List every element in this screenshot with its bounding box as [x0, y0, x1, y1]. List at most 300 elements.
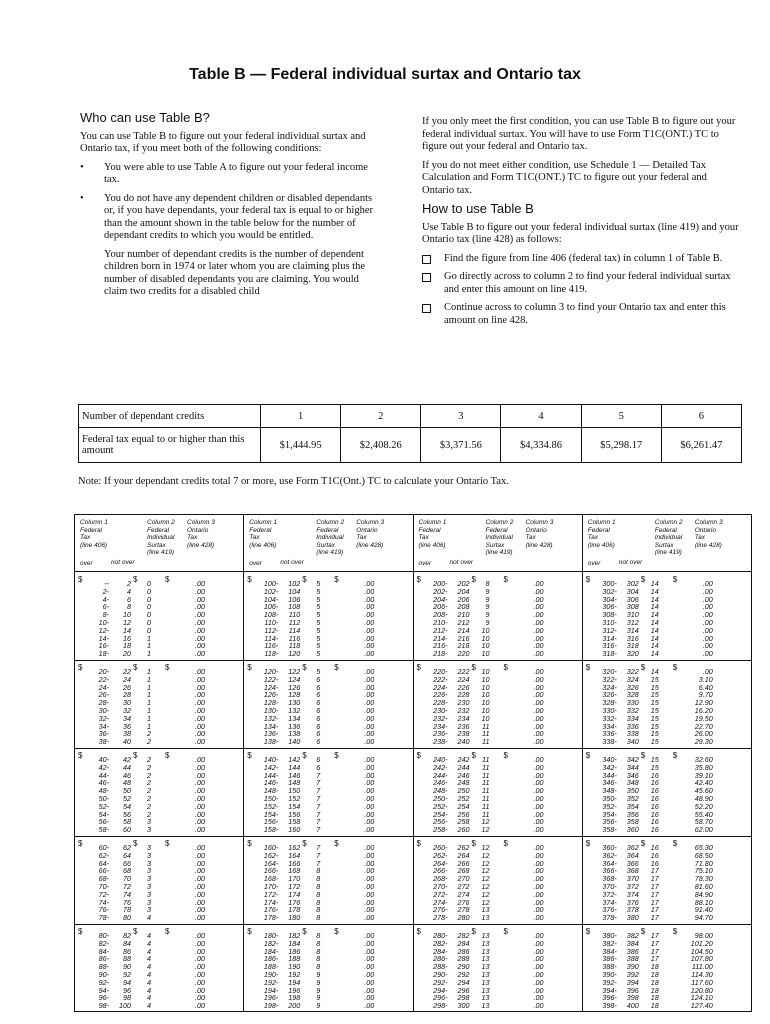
ontario-tax: .00 — [195, 633, 205, 643]
dollar-sign: $ — [165, 839, 170, 848]
ontario-tax: .00 — [533, 594, 544, 604]
federal-tax-not-over: 296 — [457, 985, 470, 995]
column-heading-line: Federal — [654, 526, 677, 534]
federal-surtax: 10 — [481, 713, 490, 723]
table-row — [414, 650, 582, 658]
column-heading-line: Column 2 — [485, 519, 514, 526]
federal-surtax: 2 — [147, 809, 151, 819]
column-heading-line: Column 1 — [249, 519, 278, 526]
ontario-tax: .00 — [364, 954, 375, 964]
federal-tax-over: 34- — [98, 721, 109, 731]
federal-surtax: 11 — [482, 778, 490, 788]
federal-tax-not-over: 16 — [123, 633, 131, 643]
federal-surtax: 6 — [316, 737, 321, 747]
federal-surtax: 16 — [650, 786, 659, 796]
column-heading-line: Tax — [418, 534, 429, 541]
table-block — [75, 660, 243, 749]
federal-tax-not-over: 320 — [626, 649, 639, 659]
condition-text: You do not have any dependent children or disabled dependants or, if you have dependants, your federal tax is equal to or higher than the amount shown in the table below for the number of dependant credits to which you would be entitled. — [104, 192, 373, 241]
federal-tax-not-over: 184 — [288, 938, 301, 948]
ontario-tax: .00 — [195, 977, 205, 987]
federal-tax-over: 184- — [263, 946, 279, 956]
ontario-tax: .00 — [364, 977, 375, 987]
ontario-tax: 42.40 — [694, 778, 713, 788]
federal-tax-over: 50- — [98, 794, 109, 803]
federal-surtax: 4 — [147, 993, 151, 1003]
federal-surtax: 3 — [147, 817, 151, 827]
ontario-tax: .00 — [364, 713, 375, 723]
federal-surtax: 2 — [147, 801, 151, 811]
ontario-tax: .00 — [364, 641, 375, 651]
no-condition-paragraph: If you do not meet either condition, use Schedule 1 — Detailed Tax Calculation and Form T1C(ONT.) TC to figure out your federal and Ontario tax. — [422, 159, 707, 196]
ontario-tax: .00 — [364, 762, 375, 772]
checkbox-icon[interactable] — [422, 255, 431, 264]
federal-tax-over: 128- — [263, 698, 279, 708]
ontario-tax: 19.50 — [694, 713, 713, 723]
ontario-tax: 16.20 — [694, 706, 713, 715]
table-row — [244, 914, 412, 922]
ontario-tax: .00 — [195, 954, 205, 964]
checkbox-icon[interactable] — [422, 273, 431, 282]
federal-surtax: 1 — [147, 674, 151, 684]
federal-surtax: 10 — [481, 698, 490, 708]
federal-tax-over: 36- — [98, 729, 109, 739]
federal-surtax: 6 — [316, 713, 321, 723]
federal-surtax: 11 — [482, 809, 490, 819]
table-row — [414, 738, 582, 746]
federal-tax-over: 396- — [602, 993, 617, 1003]
federal-surtax: 6 — [316, 721, 321, 731]
federal-tax-not-over: 366 — [626, 858, 639, 868]
federal-surtax: 15 — [650, 682, 659, 692]
ontario-tax: .00 — [533, 962, 544, 972]
federal-tax-not-over: 46 — [123, 770, 131, 780]
dollar-sign: $ — [503, 663, 508, 672]
federal-tax-over: 380- — [602, 931, 617, 940]
federal-surtax: 14 — [650, 618, 659, 627]
federal-surtax: 3 — [147, 897, 151, 907]
federal-tax-not-over: 336 — [626, 721, 639, 731]
federal-tax-over: 320- — [602, 667, 617, 676]
federal-surtax: 4 — [147, 977, 151, 987]
dollar-sign: $ — [133, 663, 138, 672]
federal-tax-not-over: 232 — [457, 706, 470, 715]
checkbox-icon[interactable] — [422, 304, 431, 313]
ontario-tax: 12.90 — [694, 698, 713, 708]
ontario-tax: .00 — [364, 874, 375, 884]
ontario-tax: .00 — [364, 905, 375, 915]
federal-surtax: 2 — [147, 755, 151, 764]
federal-surtax: 6 — [316, 755, 321, 764]
ontario-tax: .00 — [364, 913, 375, 923]
dollar-sign: $ — [471, 927, 476, 936]
federal-tax-over: 44- — [98, 770, 109, 780]
federal-surtax: 1 — [147, 649, 151, 659]
federal-surtax: 4 — [147, 1001, 151, 1011]
federal-tax-not-over: 394 — [626, 977, 639, 987]
ontario-tax: 45.60 — [694, 786, 713, 796]
table-block — [583, 748, 751, 837]
federal-tax-over: 316- — [602, 641, 617, 651]
ontario-tax: .00 — [364, 625, 375, 635]
ontario-tax: .00 — [533, 905, 544, 915]
federal-tax-over: 326- — [602, 690, 617, 700]
federal-tax-not-over: 32 — [123, 706, 131, 715]
federal-tax-not-over: 94 — [123, 977, 131, 987]
federal-tax-not-over: 132 — [288, 706, 301, 715]
dollar-sign: $ — [416, 751, 421, 760]
federal-tax-over: 156- — [263, 817, 279, 827]
federal-tax-over: 142- — [263, 762, 279, 772]
federal-tax-not-over: 206 — [457, 594, 470, 604]
dollar-sign: $ — [585, 839, 591, 848]
federal-tax-not-over: 318 — [626, 641, 639, 651]
column-heading-line: Tax — [80, 534, 91, 541]
federal-tax-not-over: 198 — [288, 993, 301, 1003]
ontario-tax: .00 — [533, 633, 544, 643]
ontario-tax: .00 — [195, 843, 205, 852]
ontario-tax: .00 — [195, 985, 205, 995]
ontario-tax: .00 — [195, 667, 205, 676]
federal-surtax: 11 — [482, 770, 490, 780]
table-row — [75, 914, 243, 922]
federal-surtax: 13 — [481, 1001, 490, 1011]
federal-surtax: 11 — [482, 794, 490, 803]
federal-tax-over: 94- — [98, 985, 109, 995]
federal-tax-over: 286- — [433, 954, 448, 964]
federal-tax-not-over: 24 — [123, 674, 131, 684]
ontario-tax: .00 — [533, 713, 544, 723]
federal-tax-over: 294- — [433, 985, 448, 995]
federal-tax-not-over: 238 — [457, 729, 470, 739]
federal-surtax: 13 — [481, 985, 490, 995]
table-quadrant — [75, 515, 243, 1011]
federal-surtax: 8 — [316, 866, 321, 876]
federal-tax-over: 40- — [98, 755, 109, 764]
ontario-tax: .00 — [364, 801, 375, 811]
dollar-sign: $ — [471, 663, 476, 672]
federal-surtax: 15 — [650, 737, 659, 747]
column-heading-2 — [147, 519, 175, 557]
federal-tax-over: 224- — [433, 682, 448, 692]
federal-surtax: 3 — [147, 858, 151, 868]
federal-tax-not-over: 100 — [119, 1001, 131, 1011]
column-heading-line: Ontario — [694, 526, 717, 534]
ontario-tax: 48.90 — [694, 794, 713, 803]
federal-surtax: 8 — [316, 962, 321, 972]
federal-tax-over: 64- — [98, 858, 109, 868]
federal-tax-not-over: 8 — [127, 602, 131, 612]
column-heading-line: Column 3 — [356, 519, 385, 526]
federal-tax-over: 368- — [602, 874, 617, 884]
federal-surtax: 13 — [481, 905, 490, 915]
federal-tax-over: 174- — [263, 897, 279, 907]
ontario-tax: .00 — [533, 874, 544, 884]
federal-tax-not-over: 14 — [123, 625, 131, 635]
ontario-tax: .00 — [195, 755, 205, 764]
dollar-sign: $ — [334, 663, 339, 672]
federal-surtax: 0 — [147, 610, 151, 620]
ontario-tax: .00 — [533, 985, 544, 995]
federal-surtax: 11 — [482, 801, 490, 811]
federal-tax-over: 22- — [98, 674, 109, 684]
federal-tax-over: 74- — [98, 897, 109, 907]
federal-tax-over: 388- — [602, 962, 617, 972]
federal-surtax: 17 — [650, 954, 659, 964]
federal-surtax: 5 — [316, 602, 321, 612]
federal-tax-over: 160- — [263, 843, 279, 852]
federal-tax-over: 8- — [102, 610, 109, 620]
table-row — [75, 580, 243, 588]
federal-tax-not-over: 242 — [457, 755, 470, 764]
ontario-tax: .00 — [702, 610, 713, 620]
federal-tax-over: 318- — [602, 649, 617, 659]
federal-surtax: 1 — [147, 713, 151, 723]
ontario-tax: .00 — [533, 698, 544, 708]
federal-tax-over: 292- — [433, 977, 448, 987]
federal-surtax: 13 — [481, 938, 490, 948]
federal-tax-not-over: 18 — [123, 641, 131, 651]
ontario-tax: .00 — [533, 809, 544, 819]
federal-tax-not-over: 146 — [288, 770, 301, 780]
federal-tax-over: 66- — [98, 866, 109, 876]
federal-surtax: 8 — [316, 874, 321, 884]
federal-tax-over: 84- — [98, 946, 109, 956]
ontario-tax: .00 — [195, 770, 205, 780]
federal-tax-over: 332- — [602, 713, 617, 723]
ontario-tax: .00 — [533, 682, 544, 692]
column-heading-2 — [486, 519, 514, 557]
credit-count: 2 — [341, 405, 421, 428]
federal-tax-over: 136- — [263, 729, 279, 739]
federal-surtax: 6 — [316, 706, 321, 715]
federal-surtax: 8 — [316, 889, 321, 899]
table-row — [414, 1002, 582, 1010]
federal-tax-not-over: 116 — [288, 633, 301, 643]
federal-tax-over: 260- — [433, 843, 448, 852]
column-heading-line: Ontario — [356, 526, 378, 534]
federal-tax-over: 398- — [602, 1001, 617, 1011]
first-condition-paragraph: If you only meet the first condition, you can use Table B to figure out your federal individual surtax. You will have to use Form T1C(ONT.) TC to figure out your federal and Ontario tax. — [422, 116, 736, 152]
ontario-tax: .00 — [533, 770, 544, 780]
federal-tax-not-over: 380 — [626, 913, 639, 923]
federal-tax-over: 24- — [98, 682, 109, 692]
table-row — [244, 1002, 412, 1010]
federal-surtax: 14 — [650, 641, 659, 651]
column-heading-line: Tax — [187, 534, 198, 541]
federal-tax-not-over: 250 — [457, 786, 470, 796]
conditions-and-instructions — [422, 116, 740, 333]
federal-surtax: 17 — [650, 866, 659, 876]
dollar-sign: $ — [247, 663, 252, 672]
federal-tax-over: 264- — [433, 858, 448, 868]
federal-tax-not-over: 280 — [457, 913, 470, 923]
federal-surtax: 15 — [650, 698, 659, 708]
table-row — [75, 1002, 243, 1010]
federal-tax-over: 272- — [433, 889, 448, 899]
federal-tax-not-over: 108 — [288, 602, 301, 612]
federal-tax-not-over: 374 — [626, 889, 639, 899]
ontario-tax: 6.40 — [698, 682, 713, 692]
federal-tax-over: 80- — [98, 931, 109, 940]
threshold-amount: $3,371.56 — [421, 428, 501, 463]
ontario-tax: .00 — [364, 602, 375, 612]
federal-tax-not-over: 28 — [123, 690, 131, 700]
federal-surtax: 14 — [650, 579, 659, 588]
column-heading-line: Column 2 — [316, 519, 345, 526]
ontario-tax: 26.00 — [694, 729, 713, 739]
ontario-tax: .00 — [364, 850, 375, 860]
federal-surtax: 3 — [147, 889, 151, 899]
column-heading-2 — [316, 519, 344, 557]
over-label: over — [249, 560, 262, 567]
federal-tax-not-over: 78 — [123, 905, 131, 915]
table-row — [75, 596, 243, 604]
dollar-sign: $ — [416, 927, 421, 936]
column-heading-3 — [695, 519, 723, 549]
federal-tax-not-over: 50 — [123, 786, 131, 796]
table-block — [414, 924, 582, 1012]
federal-tax-over: 348- — [602, 786, 617, 796]
federal-surtax: 8 — [316, 938, 321, 948]
ontario-tax: 78.30 — [694, 874, 713, 884]
federal-tax-not-over: 354 — [626, 801, 639, 811]
ontario-tax: .00 — [364, 938, 375, 948]
federal-tax-not-over: 58 — [123, 817, 131, 827]
step-item — [422, 253, 740, 266]
ontario-tax: 117.60 — [691, 977, 713, 987]
ontario-tax: .00 — [195, 721, 205, 731]
ontario-tax: .00 — [533, 817, 544, 827]
federal-tax-not-over: 398 — [626, 993, 639, 1003]
federal-surtax: 9 — [485, 618, 490, 627]
federal-surtax: 13 — [481, 931, 490, 940]
federal-tax-over: 354- — [602, 809, 617, 819]
federal-tax-not-over: 10 — [123, 610, 131, 620]
federal-tax-not-over: 56 — [123, 809, 131, 819]
federal-tax-not-over: 216 — [457, 633, 470, 643]
federal-tax-not-over: 170 — [288, 874, 301, 884]
ontario-tax: .00 — [364, 858, 375, 868]
federal-tax-over: 172- — [263, 889, 279, 899]
who-intro: You can use Table B to figure out your federal individual surtax and Ontario tax, if you meet both of the following conditions: — [80, 130, 366, 154]
federal-tax-not-over: 282 — [457, 931, 470, 940]
federal-surtax: 16 — [650, 817, 659, 827]
dollar-sign: $ — [334, 575, 339, 584]
dollar-sign: $ — [302, 751, 307, 760]
ontario-tax: .00 — [533, 954, 544, 964]
federal-tax-over: 194- — [263, 985, 279, 995]
federal-surtax: 7 — [316, 817, 321, 827]
federal-tax-over: 210- — [433, 618, 448, 627]
dollar-sign: $ — [247, 839, 252, 848]
threshold-amount: $1,444.95 — [261, 428, 341, 463]
ontario-tax: .00 — [364, 674, 375, 684]
ontario-tax: 32.60 — [694, 755, 713, 764]
federal-surtax: 4 — [147, 913, 151, 923]
ontario-tax: .00 — [195, 850, 205, 860]
federal-surtax: 17 — [650, 889, 659, 899]
federal-tax-not-over: 312 — [626, 618, 639, 627]
federal-surtax: 1 — [147, 641, 151, 651]
federal-tax-not-over: 350 — [626, 786, 639, 796]
ontario-tax: .00 — [195, 674, 205, 684]
federal-tax-over: 132- — [263, 713, 279, 723]
dollar-sign: $ — [640, 839, 646, 848]
column-heading-line: Federal — [418, 526, 441, 534]
federal-tax-not-over: 150 — [288, 786, 301, 796]
how-heading: How to use Table B — [422, 201, 534, 216]
federal-tax-over: 46- — [98, 778, 109, 788]
bullet-icon: • — [80, 192, 84, 204]
ontario-tax: 124.10 — [690, 993, 713, 1003]
federal-surtax: 14 — [650, 610, 659, 620]
who-can-use-section — [80, 112, 380, 305]
federal-surtax: 4 — [147, 931, 151, 940]
federal-tax-not-over: 102 — [288, 579, 301, 588]
federal-tax-over: 42- — [98, 762, 109, 772]
how-intro: Use Table B to figure out your federal individual surtax (line 419) and your Ontario tax (line 428) as follows: — [422, 221, 739, 245]
federal-tax-over: 384- — [602, 946, 617, 956]
federal-tax-over: 88- — [98, 962, 109, 972]
federal-tax-over: 110- — [264, 618, 279, 627]
federal-tax-over: 240- — [433, 755, 448, 764]
federal-tax-over: 60- — [98, 843, 109, 852]
federal-surtax: 2 — [147, 729, 151, 739]
federal-tax-not-over: 84 — [123, 938, 131, 948]
dollar-sign: $ — [334, 751, 339, 760]
federal-surtax: 6 — [316, 682, 321, 692]
federal-tax-not-over: 260 — [457, 825, 470, 835]
federal-tax-over: 284- — [433, 946, 448, 956]
ontario-tax: .00 — [195, 866, 205, 876]
federal-tax-over: 306- — [602, 602, 617, 612]
dollar-sign: $ — [471, 839, 476, 848]
federal-tax-not-over: 22 — [123, 667, 131, 676]
federal-tax-not-over: 342 — [626, 755, 639, 764]
ontario-tax: .00 — [533, 794, 544, 803]
table-block — [414, 660, 582, 749]
dollar-sign: $ — [585, 751, 591, 760]
federal-surtax: 9 — [316, 985, 321, 995]
federal-tax-not-over: 20 — [123, 649, 131, 659]
federal-tax-over: 214- — [433, 633, 448, 643]
federal-tax-not-over: 168 — [288, 866, 301, 876]
federal-tax-not-over: 112 — [288, 618, 301, 627]
federal-tax-over: 256- — [433, 817, 448, 827]
federal-tax-over: 314- — [602, 633, 617, 643]
federal-tax-not-over: 324 — [626, 674, 639, 684]
federal-tax-over: 82- — [98, 938, 109, 948]
federal-tax-not-over: 338 — [626, 729, 639, 739]
federal-tax-over: 350- — [602, 794, 617, 803]
ontario-tax: .00 — [533, 801, 544, 811]
ontario-tax: 22.70 — [694, 721, 713, 731]
ontario-tax: .00 — [702, 633, 713, 643]
column-heading-3 — [526, 519, 554, 549]
column-heading-line: Individual — [654, 534, 683, 541]
federal-tax-over: 250- — [433, 794, 448, 803]
federal-tax-over: 122- — [263, 674, 279, 684]
federal-tax-over: 134- — [263, 721, 279, 731]
ontario-tax: .00 — [364, 682, 375, 692]
ontario-tax: .00 — [533, 850, 544, 860]
federal-surtax: 10 — [481, 682, 490, 692]
dollar-sign: $ — [78, 663, 83, 672]
federal-tax-not-over: 110 — [288, 610, 301, 620]
federal-tax-not-over: 292 — [457, 970, 470, 979]
federal-surtax: 16 — [650, 801, 659, 811]
